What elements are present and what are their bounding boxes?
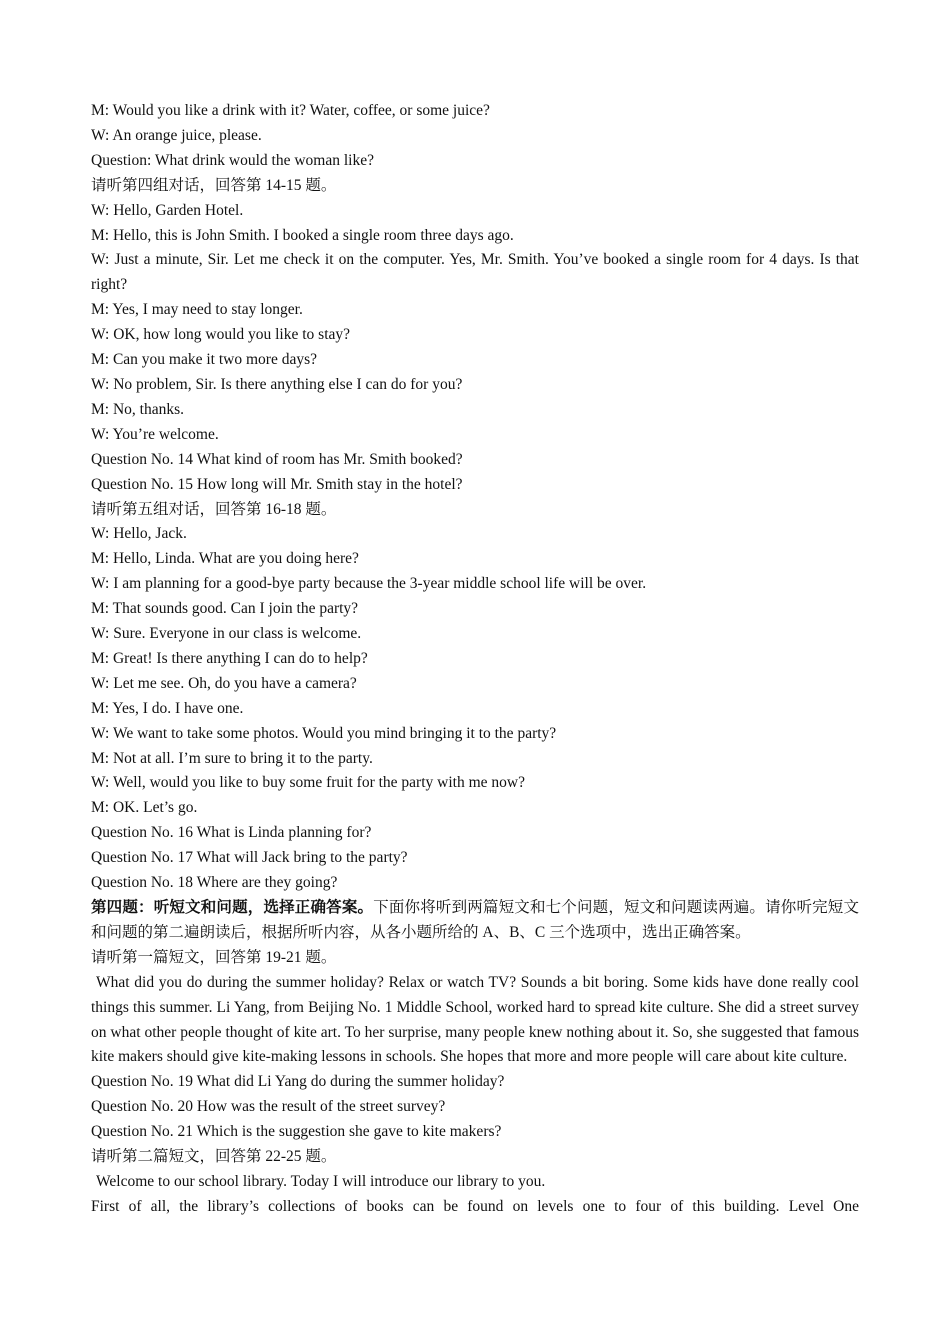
dialogue-line: W: OK, how long would you like to stay?	[91, 326, 351, 344]
question-line: Question No. 14 What kind of room has Mr. Smith booked?	[91, 450, 463, 468]
question-line: Question No. 21 Which is the suggestion she gave to kite makers?	[91, 1123, 502, 1141]
section-intro: 请听第五组对话，回答第 16-18 题。	[91, 500, 337, 518]
dialogue-line: M: Not at all. I’m sure to bring it to the party.	[91, 749, 373, 767]
dialogue-line: W: Sure. Everyone in our class is welcome.	[91, 625, 362, 643]
dialogue-line: M: Hello, this is John Smith. I booked a single room three days ago.	[91, 226, 514, 244]
dialogue-line: W: You’re welcome.	[91, 425, 219, 443]
dialogue-line: W: Well, would you like to buy some fruit for the party with me now?	[91, 774, 525, 792]
dialogue-line: W: Let me see. Oh, do you have a camera?	[91, 674, 357, 692]
dialogue-line: W: Hello, Garden Hotel.	[91, 201, 244, 219]
dialogue-line: M: Would you like a drink with it? Water, coffee, or some juice?	[91, 102, 490, 119]
section-four-paragraph	[91, 896, 859, 946]
question-line: Question No. 16 What is Linda planning for?	[91, 824, 372, 842]
question-line: Question No. 15 How long will Mr. Smith stay in the hotel?	[91, 475, 463, 493]
passage-two-opening: Welcome to our school library. Today I will introduce our library to you.	[96, 1172, 546, 1190]
section-four-instruction: 下面你将听到两篇短文和七个问题，短文和问题读两遍。请你听完短文和问题的第二遍朗读后，根据所听内容，从各小题所给的 A、B、C 三个选项中，选出正确答案。	[91, 899, 859, 941]
dialogue-line: M: Yes, I do. I have one.	[91, 699, 244, 717]
dialogue-line: M: Great! Is there anything I can do to help?	[91, 649, 368, 667]
question-line: Question: What drink would the woman like?	[91, 151, 374, 169]
dialogue-line: M: Can you make it two more days?	[91, 351, 317, 369]
dialogue-line: M: That sounds good. Can I join the party?	[91, 600, 359, 618]
dialogue-line: W: No problem, Sir. Is there anything else I can do for you?	[91, 375, 463, 393]
dialogue-line: W: Hello, Jack.	[91, 525, 187, 543]
question-line: Question No. 19 What did Li Yang do during the summer holiday?	[91, 1073, 505, 1091]
dialogue-line: W: We want to take some photos. Would you mind bringing it to the party?	[91, 724, 557, 742]
passage-two-text: First of all, the library’s collections of books can be found on levels one to four of this building. Level One	[91, 1197, 859, 1215]
question-line: Question No. 18 Where are they going?	[91, 874, 338, 892]
passage-two-intro: 请听第二篇短文，回答第 22-25 题。	[91, 1148, 337, 1166]
section-intro: 请听第四组对话，回答第 14-15 题。	[91, 176, 337, 194]
section-four-heading: 第四题：听短文和问题，选择正确答案。	[91, 899, 374, 916]
document-page	[91, 99, 859, 1220]
dialogue-line: M: Yes, I may need to stay longer.	[91, 301, 303, 319]
dialogue-line: M: No, thanks.	[91, 400, 184, 418]
dialogue-line: W: An orange juice, please.	[91, 126, 262, 144]
question-line: Question No. 20 How was the result of the street survey?	[91, 1098, 446, 1116]
dialogue-line: M: Hello, Linda. What are you doing here?	[91, 550, 359, 568]
passage-one-intro: 请听第一篇短文，回答第 19-21 题。	[91, 948, 337, 966]
dialogue-line: M: OK. Let’s go.	[91, 799, 198, 817]
question-line: Question No. 17 What will Jack bring to the party?	[91, 849, 408, 867]
passage-one-text: What did you do during the summer holiday? Relax or watch TV? Sounds a bit boring. Some kids have done really cool things this summer. Li Yang, from Beijing No. 1 Middle School, worked hard to spread kite culture. She did a street survey on what other people thought of kite art. To her surprise, many people knew nothing about it. So, she suggested that famous kite makers should give kite-making lessons in schools. She hopes that more and more people will care about kite culture.	[91, 973, 859, 1066]
dialogue-line: W: I am planning for a good-bye party because the 3-year middle school life will be over.	[91, 575, 647, 593]
dialogue-line: W: Just a minute, Sir. Let me check it on the computer. Yes, Mr. Smith. You’ve booked a single room for 4 days. Is that right?	[91, 251, 859, 294]
